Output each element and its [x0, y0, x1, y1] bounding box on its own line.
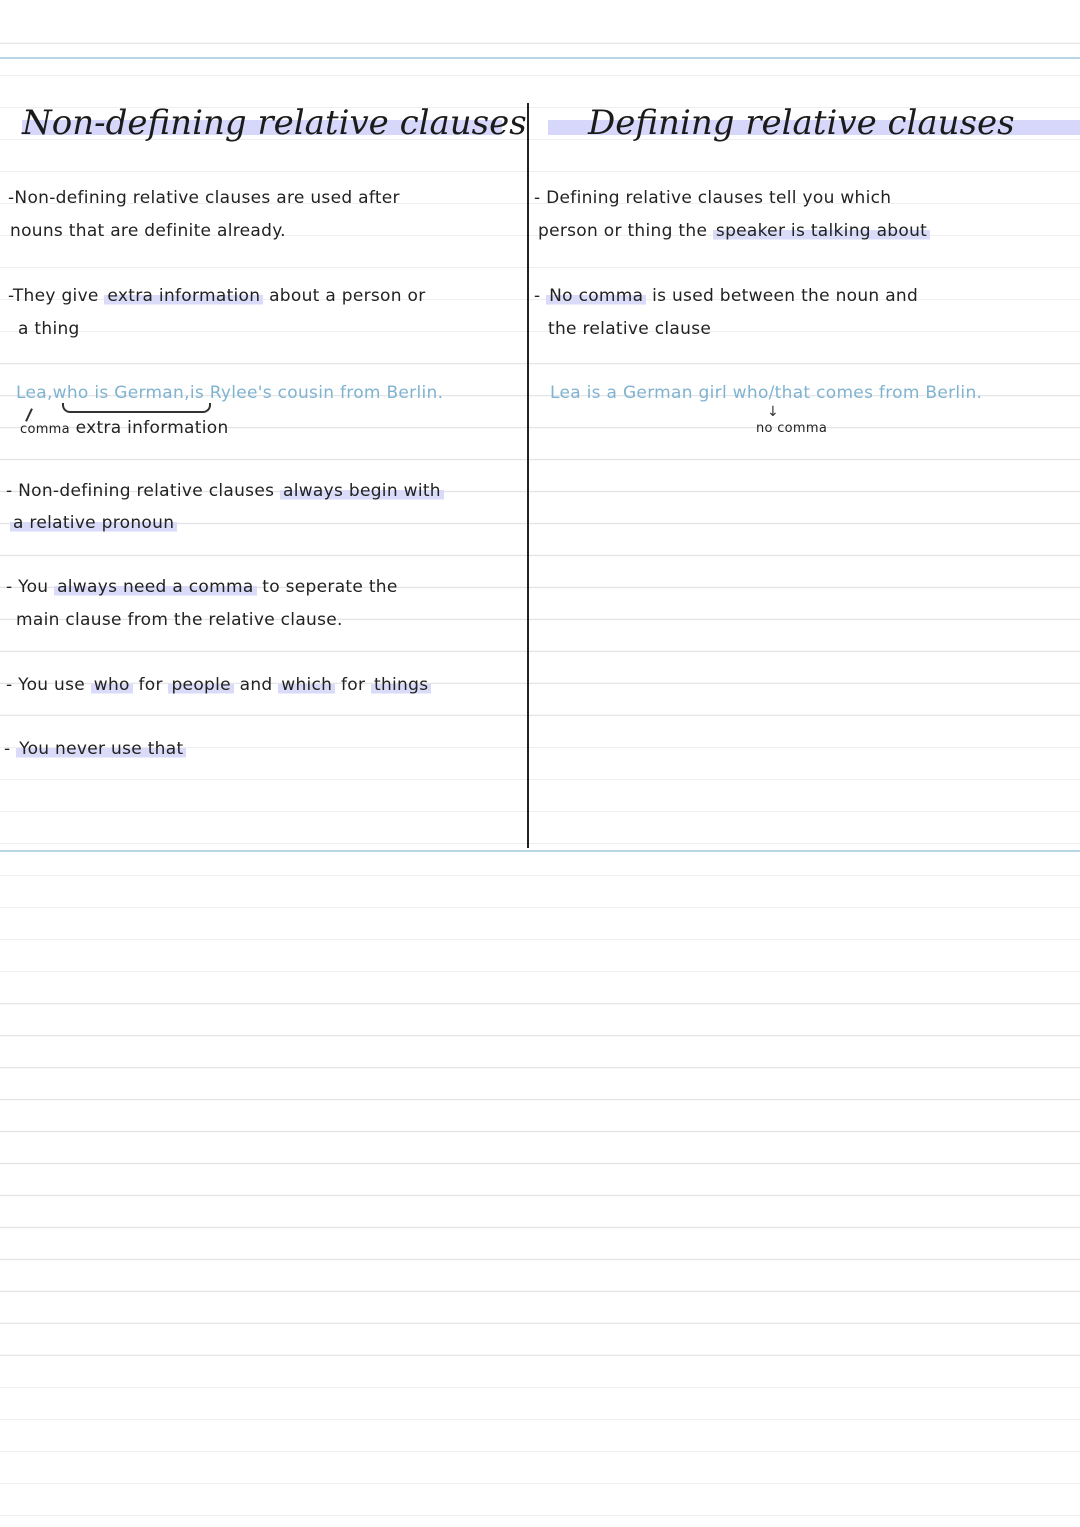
- column-divider: [527, 103, 529, 848]
- highlight-relative-pronoun: a relative pronoun: [10, 513, 177, 533]
- extra-information-brace: [62, 403, 211, 413]
- highlight-always-need-comma: always need a comma: [54, 577, 256, 597]
- left-example-sentence: Lea,who is German,is Rylee's cousin from Berlin.: [16, 383, 444, 403]
- highlight-people: people: [168, 675, 233, 695]
- left-point-4-line-1: - You always need a comma to seperate the: [6, 577, 398, 597]
- left-heading: Non-defining relative clauses: [22, 103, 527, 143]
- right-point-2-line-1: - No comma is used between the noun and: [534, 286, 919, 306]
- left-point-3-line-1: - Non-defining relative clauses always begin with: [6, 479, 444, 503]
- highlight-who: who: [91, 675, 133, 695]
- highlight-speaker-talking-about: speaker is talking about: [713, 221, 930, 241]
- right-point-1-line-1: - Defining relative clauses tell you which: [534, 188, 892, 208]
- highlight-always-begin-with: always begin with: [280, 481, 444, 501]
- left-example-notes: comma extra information: [20, 418, 229, 438]
- highlight-no-comma: No comma: [546, 286, 646, 306]
- left-point-1-line-1: -Non-defining relative clauses are used after: [8, 188, 400, 208]
- left-point-5: - You use who for people and which for things: [6, 673, 431, 697]
- top-margin-line: [0, 57, 1080, 59]
- no-comma-arrow: ↓: [767, 404, 779, 420]
- right-point-2-line-2: the relative clause: [548, 319, 712, 339]
- right-heading: Defining relative clauses: [588, 96, 1080, 150]
- left-point-3-line-2: [10, 511, 177, 535]
- left-point-6: - You never use that: [4, 737, 186, 761]
- left-point-4-line-2: main clause from the relative clause.: [16, 610, 343, 630]
- highlight-things: things: [371, 675, 431, 695]
- right-point-1-line-2: person or thing the speaker is talking about: [538, 219, 930, 243]
- bottom-margin-line: [0, 850, 1080, 852]
- highlight-extra-information: extra information: [104, 286, 263, 306]
- highlight-which: which: [278, 675, 335, 695]
- right-example-sentence: Lea is a German girl who/that comes from Berlin.: [550, 383, 983, 403]
- left-point-2-line-2: a thing: [18, 319, 80, 339]
- left-point-1-line-2: nouns that are definite already.: [10, 221, 286, 241]
- right-example-note: no comma: [756, 421, 828, 436]
- highlight-never-use-that: You never use that: [16, 739, 186, 759]
- left-point-2-line-1: -They give extra information about a person or: [8, 286, 426, 306]
